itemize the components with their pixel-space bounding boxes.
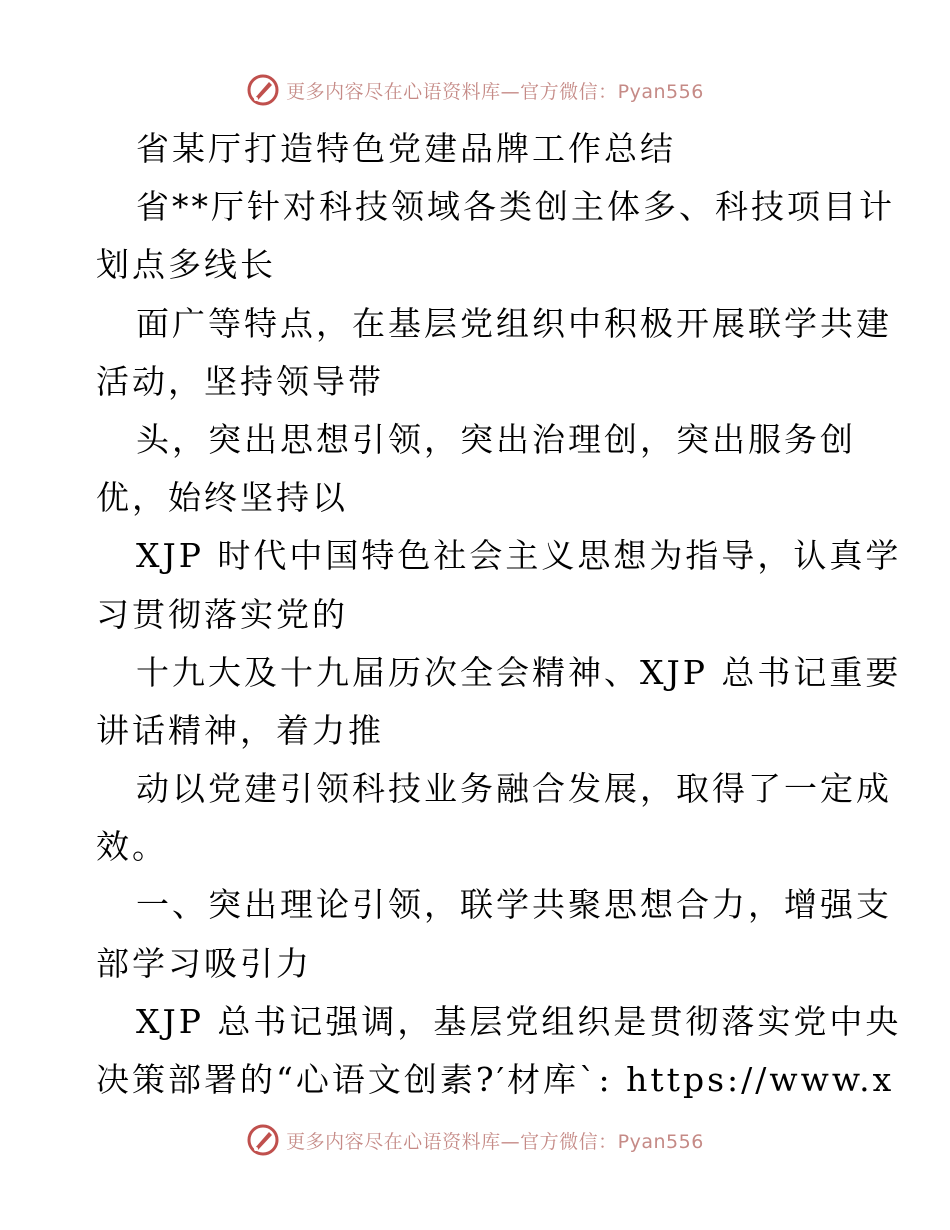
text-line: 决策部署的“心语文创素?′材库`: https://www.x (96, 1060, 895, 1099)
text-line: 优，始终坚持以 (96, 478, 348, 518)
text-line: 活动，坚持领导带 (96, 361, 384, 401)
text-line: 动以党建引领科技业务融合发展，取得了一定成 (136, 769, 892, 809)
text-line: XJP 总书记强调，基层党组织是贯彻落实党中央 (136, 1001, 902, 1041)
header-watermark-banner (0, 70, 950, 110)
pen-logo-icon (246, 1123, 280, 1157)
text-line: XJP 时代中国特色社会主义思想为指导，认真学 (136, 536, 902, 576)
watermark-text: 更多内容尽在心语资料库—官方微信：Pyan556 (286, 80, 704, 103)
text-line: 效。 (96, 827, 168, 867)
pen-logo-icon (246, 73, 280, 107)
footer-watermark-banner (0, 1120, 950, 1160)
text-line: 一、突出理论引领，联学共聚思想合力，增强支 (136, 885, 892, 925)
text-line: 省某厅打造特色党建品牌工作总结 (136, 129, 676, 168)
watermark-text: 更多内容尽在心语资料库—官方微信：Pyan556 (286, 1130, 704, 1153)
text-line: 面广等特点，在基层党组织中积极开展联学共建 (136, 303, 892, 343)
text-line: 划点多线长 (96, 245, 276, 285)
text-line: 头，突出思想引领，突出治理创，突出服务创 (136, 419, 856, 459)
text-line: 十九大及十九届历次全会精神、XJP 总书记重要 (136, 652, 902, 692)
document-body (96, 120, 902, 1109)
text-line: 省**厅针对科技领域各类创主体多、科技项目计 (136, 187, 895, 227)
text-line: 讲话精神，着力推 (96, 710, 384, 750)
text-line: 习贯彻落实党的 (96, 594, 348, 634)
text-line: 部学习吸引力 (96, 943, 312, 983)
